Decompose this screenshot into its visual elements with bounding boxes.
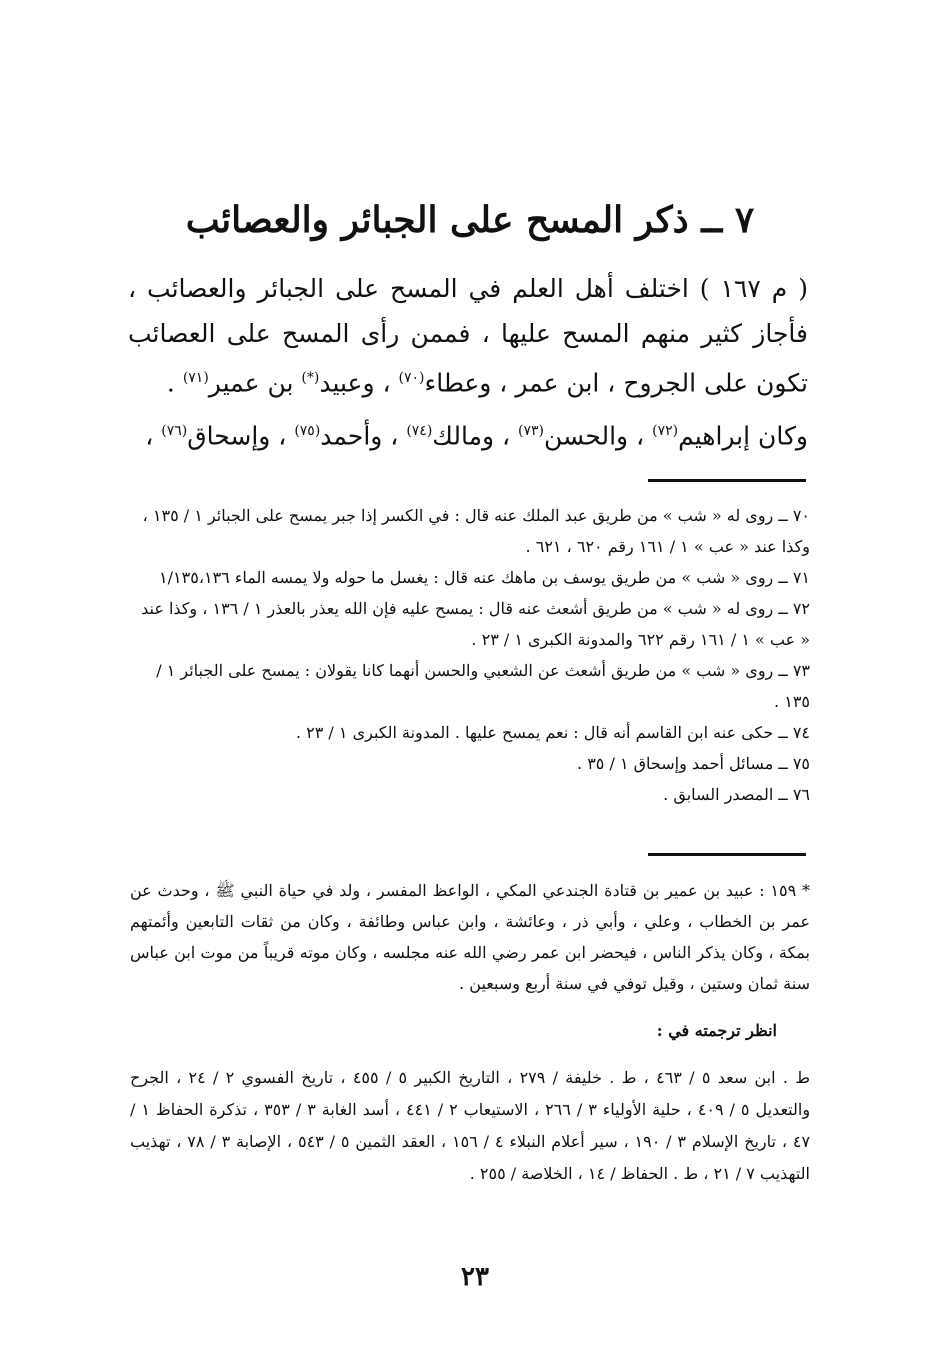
biography-divider: [648, 853, 806, 856]
footnote-ref-76: (٧٦): [161, 423, 188, 440]
footnote-ref-75: (٧٥): [294, 423, 321, 440]
footnote-75: ٧٥ ــ مسائل أحمد وإسحاق ١ / ٣٥ .: [577, 754, 810, 773]
footnote-ref-72: (٧٢): [652, 423, 679, 440]
footnote-70: ٧٠ ــ روى له « شب » من طريق عبد الملك عنه قال : في الكسر إذا جبر يمسح على الجبائر ١ / ١٣٥ ، وكذا عند « عب » ١ / ١٦١ رقم ٦٢٠ ، ٦٢١ .: [142, 506, 810, 556]
footnote-72: ٧٢ ــ روى له « شب » من طريق أشعث عنه قال : يمسح عليه فإن الله يعذر بالعذر ١ / ١٣٦ ، وكذا عند « عب » ١ / ١٦١ رقم ٦٢٢ والمدونة الكبرى ١ / ٢٣ .: [141, 599, 810, 649]
paragraph-2-f: ،: [145, 421, 162, 451]
main-text: [128, 266, 808, 459]
section-title: ٧ ــ ذكر المسح على الجبائر والعصائب: [185, 199, 755, 241]
see-biography-label: انظر ترجمته في :: [656, 1021, 777, 1040]
biography-note: * ١٥٩ : عبيد بن عمير بن قتادة الجندعي المكي ، الواعظ المفسر ، ولد في حياة النبي ﷺ ، وحدث عن عمر بن الخطاب ، وعلي ، وأبي ذر ، وعائشة ، وابن عباس وطائفة ، وكان من ثقات التابعين وأئمتهم بمكة ، وكان يذكر الناس ، فيحضر ابن عمر رضي الله عنه مجلسه ، وكان موته قريباً من موت ابن عباس سنة ثمان وستين ، وقيل توفي في سنة أربع وسبعين .: [130, 881, 810, 993]
footnote-71: ٧١ ــ روى « شب » من طريق يوسف بن ماهك عنه قال : يغسل ما حوله ولا يمسه الماء ١/١٣٥،١٣٦: [159, 568, 810, 587]
paragraph-1-tail: بن عمير: [208, 368, 302, 398]
paragraph-2-e: ، وإسحاق: [187, 421, 295, 451]
page-number: ٢٣: [461, 1262, 489, 1292]
paragraph-2-c: ، ومالك: [432, 421, 519, 451]
footnote-divider: [648, 479, 806, 482]
footnote-ref-star: (*): [301, 370, 320, 386]
paragraph-2: [128, 409, 808, 458]
paragraph-2-d: ، وأحمد: [320, 421, 407, 451]
footnote-ref-71: (٧١): [182, 370, 209, 386]
footnote-ref-74: (٧٤): [406, 423, 433, 440]
biography-references: ط . ابن سعد ٥ / ٤٦٣ ، ط . خليفة / ٢٧٩ ، التاريخ الكبير ٥ / ٤٥٥ ، تاريخ الفسوي ٢ / ٢٤ ، الجرح والتعديل ٥ / ٤٠٩ ، حلية الأولياء ٣ / ٢٦٦ ، الاستيعاب ٢ / ٤٤١ ، أسد الغابة ٣ / ٣٥٣ ، تذكرة الحفاظ ١ / ٤٧ ، تاريخ الإسلام ٣ / ١٩٠ ، سير أعلام النبلاء ٤ / ١٥٦ ، العقد الثمين ٥ / ٥٤٣ ، الإصابة ٣ / ٧٨ ، تهذيب التهذيب ٧ / ٢١ ، ط . الحفاظ / ١٤ ، الخلاصة / ٢٥٥ .: [130, 1068, 811, 1183]
footnote-74: ٧٤ ــ حكى عنه ابن القاسم أنه قال : نعم يمسح عليها . المدونة الكبرى ١ / ٢٣ .: [295, 723, 810, 742]
paragraph-1-mid: ، وعبيد: [319, 368, 399, 398]
footnote-ref-73: (٧٣): [518, 423, 545, 440]
paragraph-1-text: ( م ١٦٧ ) اختلف أهل العلم في المسح على الجبائر والعصائب ، فأجاز كثير منهم المسح عليها ، فممن رأى المسح على العصائب تكون على الجروح ، ابن عمر ، وعطاء: [128, 274, 808, 398]
paragraph-1: [128, 266, 808, 405]
footnote-ref-70: (٧٠): [398, 370, 425, 386]
paragraph-1-end: .: [166, 368, 183, 398]
footnote-76: ٧٦ ــ المصدر السابق .: [663, 785, 810, 804]
footnote-73: ٧٣ ــ روى « شب » من طريق أشعث عن الشعبي والحسن أنهما كانا يقولان : يمسح على الجبائر ١ / ١٣٥ .: [156, 661, 810, 711]
paragraph-2-a: وكان إبراهيم: [678, 421, 808, 451]
paragraph-2-b: ، والحسن: [544, 421, 653, 451]
footnotes-list: [140, 500, 810, 810]
